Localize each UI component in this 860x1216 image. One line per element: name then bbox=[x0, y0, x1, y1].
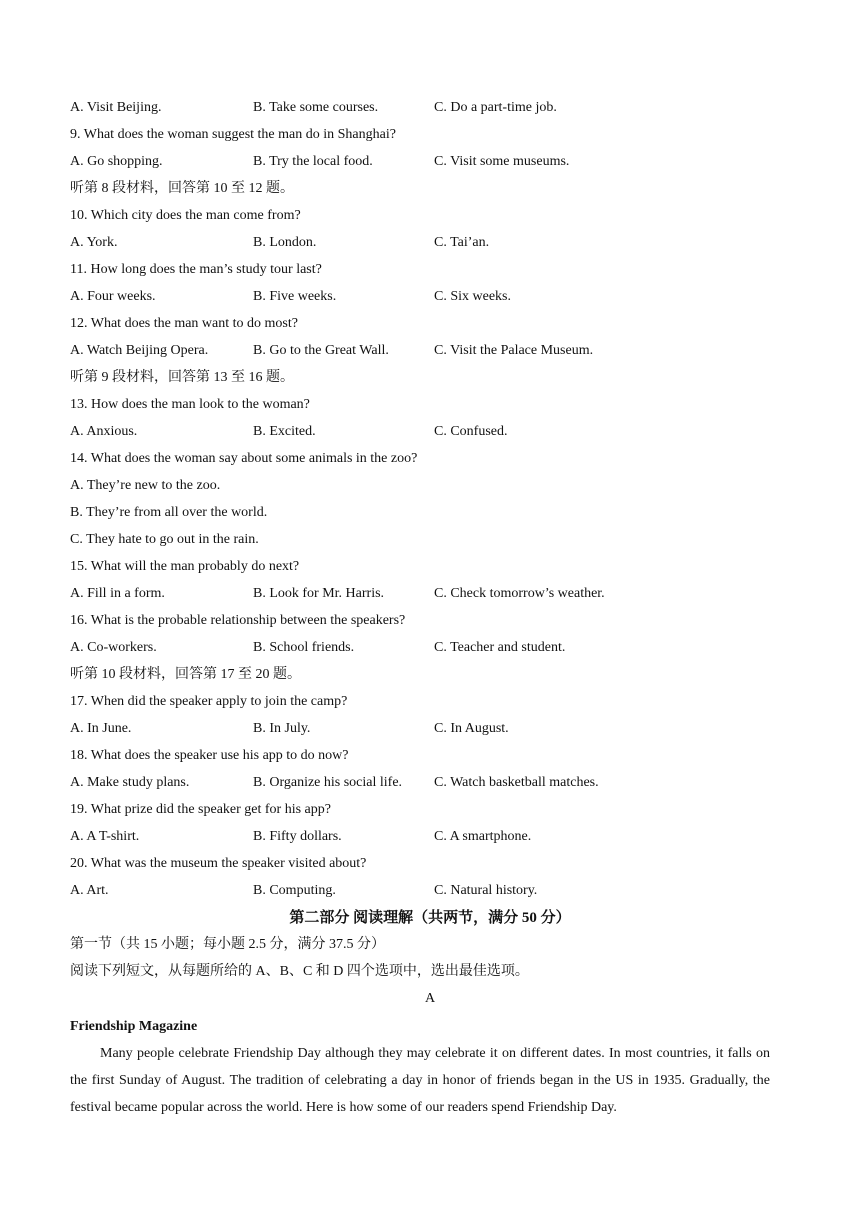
q11-question: 11. How long does the man’s study tour last? bbox=[70, 262, 322, 277]
q9-option-c: C. Visit some museums. bbox=[434, 154, 570, 169]
q20-option-b: B. Computing. bbox=[253, 883, 336, 898]
q10-option-c: C. Tai’an. bbox=[434, 235, 490, 250]
section-9-instruction: 听第 9 段材料，回答第 13 至 16 题。 bbox=[70, 370, 294, 385]
q11-option-c: C. Six weeks. bbox=[434, 289, 511, 304]
q12-question: 12. What does the man want to do most? bbox=[70, 316, 298, 331]
q16-question: 16. What is the probable relationship between the speakers? bbox=[70, 613, 406, 628]
q14-question: 14. What does the woman say about some animals in the zoo? bbox=[70, 451, 418, 466]
part-2-heading: 第二部分 阅读理解（共两节，满分 50 分） bbox=[289, 910, 571, 926]
q14-option-b: B. They’re from all over the world. bbox=[70, 505, 268, 520]
passage-title: Friendship Magazine bbox=[70, 1019, 198, 1034]
q16-option-a: A. Co-workers. bbox=[70, 640, 157, 655]
section-1-info: 第一节（共 15 小题；每小题 2.5 分，满分 37.5 分） bbox=[70, 937, 385, 952]
q13-option-c: C. Confused. bbox=[434, 424, 508, 439]
q9-question: 9. What does the woman suggest the man do in Shanghai? bbox=[70, 127, 396, 142]
reading-instructions: 阅读下列短文，从每题所给的 A、B、C 和 D 四个选项中，选出最佳选项。 bbox=[70, 964, 529, 979]
q13-option-b: B. Excited. bbox=[253, 424, 316, 439]
q18-option-c: C. Watch basketball matches. bbox=[434, 775, 599, 790]
q11-option-b: B. Five weeks. bbox=[253, 289, 337, 304]
q16-option-c: C. Teacher and student. bbox=[434, 640, 566, 655]
q15-option-a: A. Fill in a form. bbox=[70, 586, 165, 601]
q17-option-b: B. In July. bbox=[253, 721, 311, 736]
q17-option-c: C. In August. bbox=[434, 721, 509, 736]
q12-option-c: C. Visit the Palace Museum. bbox=[434, 343, 594, 358]
q15-option-b: B. Look for Mr. Harris. bbox=[253, 586, 385, 601]
q15-question: 15. What will the man probably do next? bbox=[70, 559, 300, 574]
q9-option-a: A. Go shopping. bbox=[70, 154, 163, 169]
q10-option-a: A. York. bbox=[70, 235, 118, 250]
q13-question: 13. How does the man look to the woman? bbox=[70, 397, 310, 412]
q19-option-a: A. A T-shirt. bbox=[70, 829, 140, 844]
q19-option-c: C. A smartphone. bbox=[434, 829, 532, 844]
q16-option-b: B. School friends. bbox=[253, 640, 355, 655]
q18-question: 18. What does the speaker use his app to do now? bbox=[70, 748, 349, 763]
q9-option-b: B. Try the local food. bbox=[253, 154, 373, 169]
passage-paragraph: Many people celebrate Friendship Day although they may celebrate it on different dates. In most countries, it falls on the first Sunday of August. The tradition of celebrating a day in honor of friends began in the US in 1935. Gradually, the festival became popular across the world. Here is how some of our readers spend Friendship Day. bbox=[70, 1046, 770, 1115]
section-10-instruction: 听第 10 段材料，回答第 17 至 20 题。 bbox=[70, 667, 301, 682]
q14-option-a: A. They’re new to the zoo. bbox=[70, 478, 221, 493]
q20-option-c: C. Natural history. bbox=[434, 883, 538, 898]
q18-option-a: A. Make study plans. bbox=[70, 775, 190, 790]
q8-option-a: A. Visit Beijing. bbox=[70, 100, 162, 115]
q19-question: 19. What prize did the speaker get for his app? bbox=[70, 802, 331, 817]
q10-option-b: B. London. bbox=[253, 235, 317, 250]
q19-option-b: B. Fifty dollars. bbox=[253, 829, 342, 844]
q20-option-a: A. Art. bbox=[70, 883, 109, 898]
section-8-instruction: 听第 8 段材料，回答第 10 至 12 题。 bbox=[70, 181, 294, 196]
q12-option-a: A. Watch Beijing Opera. bbox=[70, 343, 209, 358]
q17-option-a: A. In June. bbox=[70, 721, 132, 736]
q12-option-b: B. Go to the Great Wall. bbox=[253, 343, 389, 358]
passage-letter: A bbox=[424, 991, 436, 1006]
q8-option-c: C. Do a part-time job. bbox=[434, 100, 557, 115]
q17-question: 17. When did the speaker apply to join the camp? bbox=[70, 694, 348, 709]
q8-option-b: B. Take some courses. bbox=[253, 100, 379, 115]
q11-option-a: A. Four weeks. bbox=[70, 289, 156, 304]
q10-question: 10. Which city does the man come from? bbox=[70, 208, 301, 223]
q13-option-a: A. Anxious. bbox=[70, 424, 138, 439]
q20-question: 20. What was the museum the speaker visited about? bbox=[70, 856, 367, 871]
q15-option-c: C. Check tomorrow’s weather. bbox=[434, 586, 605, 601]
q18-option-b: B. Organize his social life. bbox=[253, 775, 403, 790]
q14-option-c: C. They hate to go out in the rain. bbox=[70, 532, 259, 547]
